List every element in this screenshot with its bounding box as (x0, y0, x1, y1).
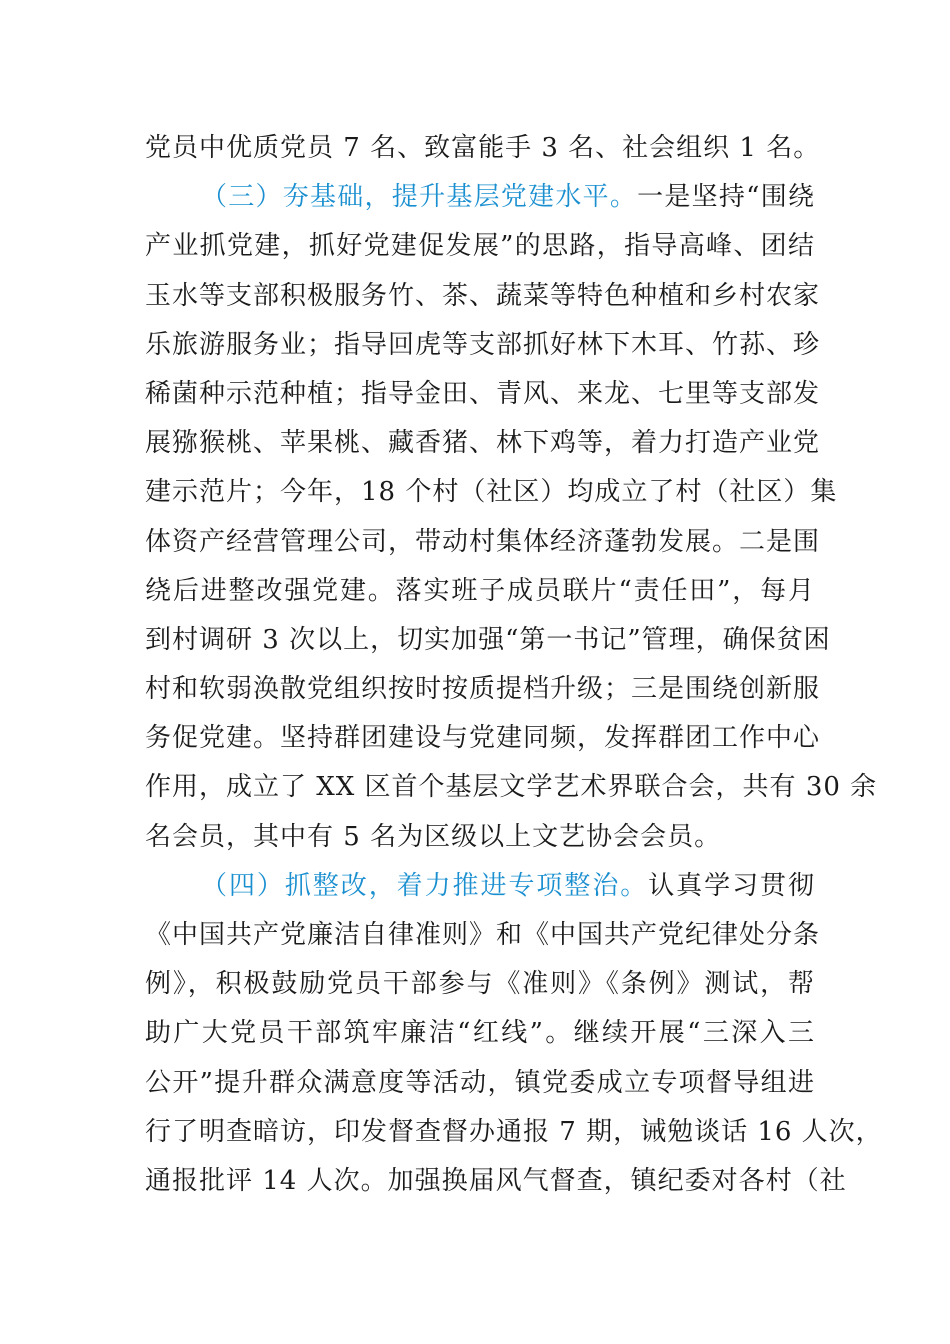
section3-line: 产业抓党建，抓好党建促发展”的思路，指导高峰、团结 (145, 231, 815, 262)
section3-line: 作用，成立了 XX 区首个基层文学艺术界联合会，共有 30 余 (145, 772, 878, 803)
section4-line: 公开”提升群众满意度等活动，镇党委成立专项督导组进 (145, 1067, 815, 1098)
section3-line: 名会员，其中有 5 名为区级以上文艺协会会员。 (145, 821, 722, 852)
section3-line: 到村调研 3 次以上，切实加强“第一书记”管理，确保贫困 (145, 624, 831, 655)
section3-line: 稀菌种示范种植；指导金田、青风、来龙、七里等支部发 (145, 378, 821, 409)
section4-line: 通报批评 14 人次。加强换届风气督查，镇纪委对各村（社 (145, 1165, 847, 1196)
section3-heading: （三）夯基础，提升基层党建水平。 (201, 182, 638, 213)
section3-line: 玉水等支部积极服务竹、茶、蔬菜等特色种植和乡村农家 (145, 280, 821, 311)
section3-first-line-text: 一是坚持“围绕 (637, 182, 815, 213)
section3-line: 务促党建。坚持群团建设与党建同频，发挥群团工作中心 (145, 723, 821, 754)
paragraph-line: 党员中优质党员 7 名、致富能手 3 名、社会组织 1 名。 (145, 133, 821, 163)
section3-line: 建示范片；今年，18 个村（社区）均成立了村（社区）集 (145, 477, 838, 508)
section3-first-line (145, 173, 815, 222)
section4-line: 《中国共产党廉洁自律准则》和《中国共产党纪律处分条 (145, 920, 821, 950)
section3-line: 村和软弱涣散党组织按时按质提档升级；三是围绕创新服 (145, 674, 821, 705)
section3-line: 乐旅游服务业；指导回虎等支部抓好林下木耳、竹荪、珍 (145, 329, 821, 360)
section3-line: 绕后进整改强党建。落实班子成员联片“责任田”，每月 (145, 575, 815, 606)
section4-line: 行了明查暗访，印发督查督办通报 7 期，诫勉谈话 16 人次， (145, 1116, 883, 1147)
section3-line: 体资产经营管理公司，带动村集体经济蓬勃发展。二是围 (145, 526, 821, 557)
section4-line: 例》，积极鼓励党员干部参与《准则》《条例》测试，帮 (145, 969, 815, 1000)
section3-line: 展猕猴桃、苹果桃、藏香猪、林下鸡等，着力打造产业党 (145, 428, 821, 459)
document-body (145, 124, 883, 1206)
section4-first-line (145, 862, 815, 911)
section4-heading: （四）抓整改，着力推进专项整治。 (201, 870, 649, 901)
section4-line: 助广大党员干部筑牢廉洁“红线”。继续开展“三深入三 (145, 1018, 815, 1049)
section4-first-line-text: 认真学习贯彻 (648, 870, 815, 901)
